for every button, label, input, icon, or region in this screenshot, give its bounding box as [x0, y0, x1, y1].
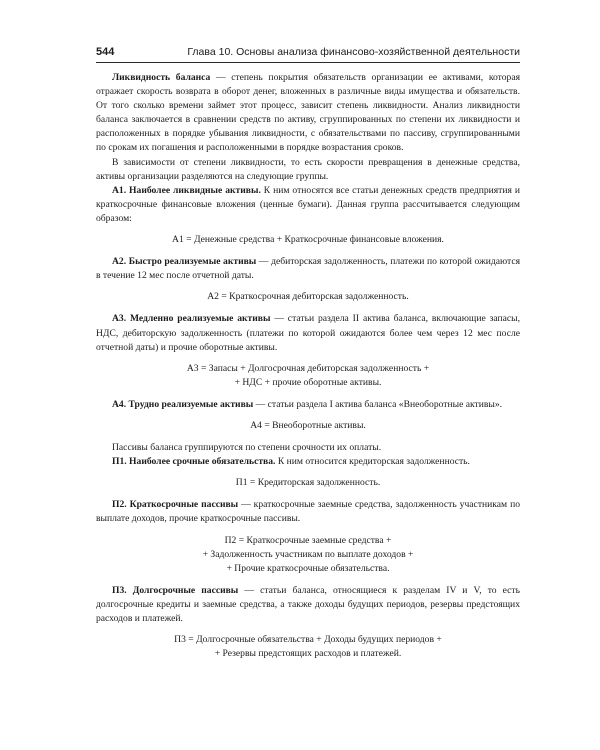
formula-a3: [96, 362, 520, 390]
page-number: 544: [96, 46, 115, 58]
paragraph-p2: [96, 498, 520, 526]
text-liquidity: — степень покрытия обязательств организации ее активами, которая отражает скорость возврата в оборот денег, вложенных в различные виды имущества и обязательств. От того сколько времени займет этот процесс, зависит степень ликвидности. Анализ ликвидности баланса заключается в сравнении средств по активу, сгруппированных по степени их ликвидности и расположенных в порядке убывания ликвидности, с обязательствами по пассиву, сгруппированными по срокам их погашения и расположенными в порядке возрастания сроков.: [96, 72, 520, 154]
formula-a3-line-2: + НДС + прочие оборотные активы.: [234, 376, 382, 388]
text-a4: — статьи раздела I актива баланса «Внеоборотные активы».: [253, 398, 503, 410]
paragraph-p1: [96, 455, 520, 469]
paragraph-a1: [96, 184, 520, 226]
formula-a4-line: А4 = Внеоборотные активы.: [250, 419, 366, 431]
text-p3: — статьи баланса, относящиеся к разделам IV и V, то есть долгосрочные кредиты и заемные средства, а также доходы будущих периодов, резервы предстоящих расходов и платежей.: [96, 584, 520, 624]
formula-a1: [96, 233, 520, 247]
text-p1: К ним относится кредиторская задолженность.: [275, 456, 470, 468]
term-a4: А4. Трудно реализуемые активы: [112, 398, 254, 410]
term-a1: А1. Наиболее ликвидные активы.: [112, 184, 261, 196]
formula-p3: [96, 633, 520, 661]
formula-p3-line-2: + Резервы предстоящих расходов и платежей.: [214, 648, 402, 660]
formula-p2-line-2: + Задолженность участникам по выплате доходов +: [202, 548, 414, 560]
paragraph-liabilities-intro: Пассивы баланса группируются по степени срочности их оплаты.: [112, 442, 382, 454]
paragraph-a4: [96, 398, 520, 412]
formula-a3-line-1: А3 = Запасы + Долгосрочная дебиторская задолженность +: [186, 362, 430, 374]
formula-a2-line: А2 = Краткосрочная дебиторская задолженность.: [207, 291, 409, 303]
text-p2: — краткосрочные заемные средства, задолженность участникам по выплате доходов, прочие краткосрочные пассивы.: [96, 499, 521, 525]
paragraph-a2: [96, 255, 520, 283]
term-a3: А3. Медленно реализуемые активы: [112, 313, 271, 325]
term-p3: П3. Долгосрочные пассивы: [112, 584, 239, 596]
formula-p2: [96, 534, 520, 576]
formula-p2-line-3: + Прочие краткосрочные обязательства.: [226, 562, 390, 574]
page-body: [96, 71, 520, 661]
formula-p3-line-1: П3 = Долгосрочные обязательства + Доходы будущих периодов +: [174, 634, 442, 646]
paragraph-liquidity: [96, 71, 520, 156]
term-a2: А2. Быстро реализуемые активы: [112, 256, 257, 268]
text-a3: — статьи раздела II актива баланса, включающие запасы, НДС, дебиторскую задолженность (платежи по которой ожидаются более чем через 12 мес после отчетной даты) и прочие оборотные активы.: [96, 313, 521, 353]
formula-a4: [96, 419, 520, 433]
formula-a1-line: А1 = Денежные средства + Краткосрочные финансовые вложения.: [172, 234, 444, 246]
paragraph-a3: [96, 312, 520, 354]
term-p1: П1. Наиболее срочные обязательства.: [112, 456, 276, 468]
running-header: [96, 46, 520, 63]
term-p2: П2. Краткосрочные пассивы: [112, 499, 239, 511]
formula-p2-line-1: П2 = Краткосрочные заемные средства +: [224, 534, 392, 546]
formula-p1-line: П1 = Кредиторская задолженность.: [235, 477, 381, 489]
paragraph-groups-intro: В зависимости от степени ликвидности, то есть скорости превращения в денежные средства, активы организации разделяются на следующие группы.: [96, 156, 520, 182]
formula-a2: [96, 290, 520, 304]
paragraph-p3: [96, 584, 520, 626]
text-a1: К ним относятся все статьи денежных средств предприятия и краткосрочные финансовые вложения (ценные бумаги). Данная группа рассчитывается следующим образом:: [96, 184, 520, 224]
text-a2: — дебиторская задолженность, платежи по которой ожидаются в течение 12 мес после отчетной даты.: [96, 256, 520, 282]
chapter-title: Глава 10. Основы анализа финансово-хозяйственной деятельности: [187, 46, 520, 58]
term-liquidity: Ликвидность баланса: [112, 72, 211, 83]
formula-p1: [96, 476, 520, 490]
